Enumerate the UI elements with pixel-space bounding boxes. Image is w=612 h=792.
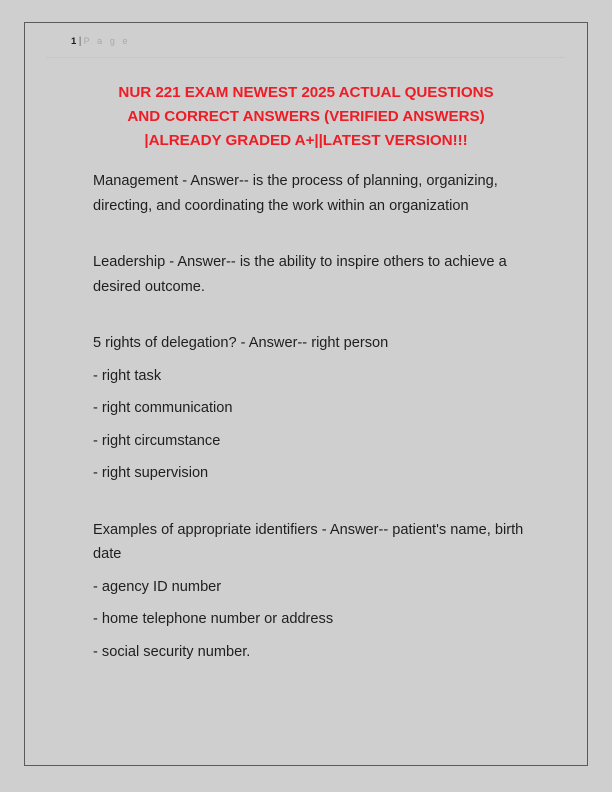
block-spacer — [93, 218, 537, 250]
header-page-number: 1 — [71, 36, 77, 47]
list-item-spacer — [93, 567, 537, 575]
block-spacer — [93, 299, 537, 331]
qa-list-item: - right circumstance — [93, 432, 221, 449]
qa-block — [93, 518, 537, 665]
header-page-word: P a g e — [83, 36, 131, 46]
list-item-spacer — [93, 356, 537, 364]
document-body — [47, 169, 565, 664]
header-divider — [47, 57, 565, 59]
list-item-spacer — [93, 388, 537, 396]
document-page-frame — [24, 22, 588, 766]
qa-question-answer: 5 rights of delegation? - Answer-- right person — [93, 335, 389, 351]
qa-list-item: - right task — [93, 367, 162, 384]
qa-list-item: - home telephone number or address — [93, 611, 334, 627]
qa-question-answer: Examples of appropriate identifiers - Answer-- patient's name, birth date — [93, 521, 524, 562]
block-spacer — [93, 486, 537, 518]
qa-list-item: - right supervision — [93, 465, 209, 481]
qa-block — [93, 169, 537, 218]
title-line-2: AND CORRECT ANSWERS (VERIFIED ANSWERS) — [127, 108, 485, 125]
title-line-3: |ALREADY GRADED A+||LATEST VERSION!!! — [144, 132, 468, 149]
qa-block — [93, 331, 537, 486]
document-page-inner — [25, 23, 587, 765]
list-item-spacer — [93, 599, 537, 607]
qa-block — [93, 250, 537, 299]
title-line-1: NUR 221 EXAM NEWEST 2025 ACTUAL QUESTIONS — [118, 84, 494, 101]
list-item-spacer — [93, 632, 537, 640]
running-header — [47, 23, 565, 53]
title-body-spacer — [47, 153, 565, 169]
list-item-spacer — [93, 421, 537, 429]
qa-question-answer: Leadership - Answer-- is the ability to inspire others to achieve a desired outcome. — [93, 254, 507, 295]
header-separator: | — [78, 36, 82, 47]
qa-question-answer: Management - Answer-- is the process of planning, organizing, directing, and coordinating the work within an organization — [93, 173, 498, 214]
qa-list-item: - agency ID number — [93, 578, 222, 595]
qa-list-item: - right communication — [93, 400, 233, 416]
list-item-spacer — [93, 453, 537, 461]
qa-list-item: - social security number. — [93, 643, 251, 660]
document-title — [73, 81, 539, 153]
